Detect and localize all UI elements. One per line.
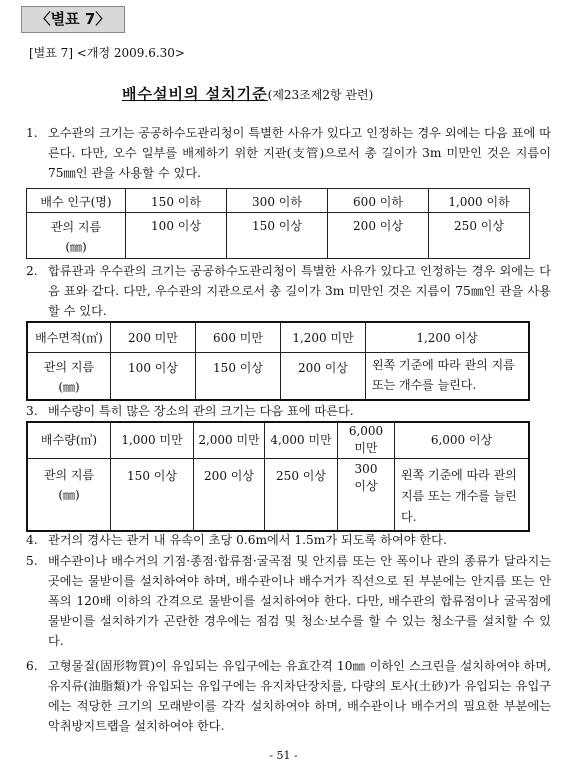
table-pipe-size-discharge <box>26 421 530 532</box>
table1-header-cell: 150 이하 <box>126 189 227 213</box>
table3-header-cell: 배수량(㎥) <box>27 422 111 458</box>
table1-header-cell: 300 이하 <box>227 189 328 213</box>
table3-cell: 300 이상 <box>338 458 395 531</box>
table3-cell: 150 이상 <box>111 458 194 531</box>
table1-row-label: 관의 지름 (㎜) <box>27 213 126 259</box>
item-4 <box>26 530 551 550</box>
table1-cell: 150 이상 <box>227 213 328 259</box>
table3-header-cell: 1,000 미만 <box>111 422 194 458</box>
item-3-text: 배수량이 특히 많은 장소의 관의 크기는 다음 표에 따른다. <box>48 404 354 418</box>
table1-header-cell: 600 이하 <box>328 189 429 213</box>
item-3 <box>26 401 551 421</box>
table2-header-cell: 1,200 이상 <box>366 322 530 352</box>
table1-cell: 200 이상 <box>328 213 429 259</box>
table2-cell: 150 이상 <box>196 352 281 400</box>
page-title <box>122 83 373 104</box>
table-pipe-size-population <box>26 188 530 259</box>
table3-header-cell: 6,000 이상 <box>395 422 530 458</box>
item-5 <box>26 551 551 651</box>
item-2-number: 2. <box>26 264 38 278</box>
table1-cell: 250 이상 <box>429 213 530 259</box>
item-5-text: 배수관이나 배수거의 기점·종점·합류점·굴곡점 및 안지름 또는 안 폭이나 관의 종류가 달라지는 곳에는 물받이를 설치하여야 하며, 배수관이나 배수거가 직선으로 된 부분에는 안지름 또는 안 폭의 120배 이하의 간격으로 물받이를 설치하여야 한다. 다만, 배수관의 합류점이나 굴곡점에 물받이를 설치하기가 곤란한 경우에는 점검 및 청소·보수를 할 수 있는 청소구를 설치할 수 있다. <box>48 554 551 648</box>
table3-row-label: 관의 지름 (㎜) <box>27 458 111 531</box>
table2-header-cell: 600 미만 <box>196 322 281 352</box>
page-number: - 51 - <box>269 749 298 762</box>
item-6 <box>26 656 551 736</box>
table2-header-cell: 200 미만 <box>111 322 196 352</box>
title-relation: (제23조제2항 관련) <box>267 88 374 102</box>
item-6-text: 고형물질(固形物質)이 유입되는 유입구에는 유효간격 10㎜ 이하인 스크린을 설치하여야 하며, 유지류(油脂類)가 유입되는 유입구에는 유지차단장치를, 다량의 토사(土砂)가 유입되는 유입구에는 적당한 크기의 모래받이를 각각 설치하여야 하며, 배수관이나 배수거의 필요한 부분에는 악취방지트랩을 설치하여야 한다. <box>48 659 551 733</box>
table2-cell: 100 이상 <box>111 352 196 400</box>
table2-header-cell: 배수면적(㎡) <box>27 322 111 352</box>
table1-cell: 100 이상 <box>126 213 227 259</box>
table2-cell: 200 이상 <box>281 352 366 400</box>
item-1-number: 1. <box>26 126 38 140</box>
item-6-number: 6. <box>26 659 38 673</box>
item-2-text: 합류관과 우수관의 크기는 공공하수도관리청이 특별한 사유가 있다고 인정하는 경우 외에는 다음 표와 같다. 다만, 우수관의 지관으로서 총 길이가 3m 미만인 것은 지름이 75㎜인 관을 사용할 수 있다. <box>48 264 551 318</box>
table-pipe-size-area <box>26 321 530 401</box>
table2-cell: 왼쪽 기준에 따라 관의 지름 또는 개수를 늘린다. <box>366 352 530 400</box>
item-4-number: 4. <box>26 533 38 547</box>
title-main: 배수설비의 설치기준 <box>122 85 268 103</box>
item-1-text: 오수관의 크기는 공공하수도관리청이 특별한 사유가 있다고 인정하는 경우 외에는 다음 표에 따른다. 다만, 오수 일부를 배제하기 위한 지관(支管)으로서 총 길이가 3m 미만인 것은 지름이 75㎜인 관을 사용할 수 있다. <box>48 126 551 180</box>
appendix-header-box: 〈별표 7〉 <box>21 6 125 33</box>
table3-cell: 250 이상 <box>265 458 338 531</box>
item-4-text: 관거의 경사는 관거 내 유속이 초당 0.6m에서 1.5m가 되도록 하여야 한다. <box>48 533 447 547</box>
item-1 <box>26 123 551 183</box>
table1-header-cell: 배수 인구(명) <box>27 189 126 213</box>
table3-header-cell: 2,000 미만 <box>194 422 265 458</box>
table2-header-cell: 1,200 미만 <box>281 322 366 352</box>
table3-header-cell: 6,000 미만 <box>338 422 395 458</box>
item-3-number: 3. <box>26 404 38 418</box>
item-2 <box>26 261 551 321</box>
table3-header-cell: 4,000 미만 <box>265 422 338 458</box>
table2-row-label: 관의 지름 (㎜) <box>27 352 111 400</box>
table3-cell: 200 이상 <box>194 458 265 531</box>
item-5-number: 5. <box>26 554 38 568</box>
subtitle: [별표 7] <개정 2009.6.30> <box>29 46 185 60</box>
table1-header-cell: 1,000 이하 <box>429 189 530 213</box>
table3-cell: 왼쪽 기준에 따라 관의 지름 또는 개수를 늘린다. <box>395 458 530 531</box>
